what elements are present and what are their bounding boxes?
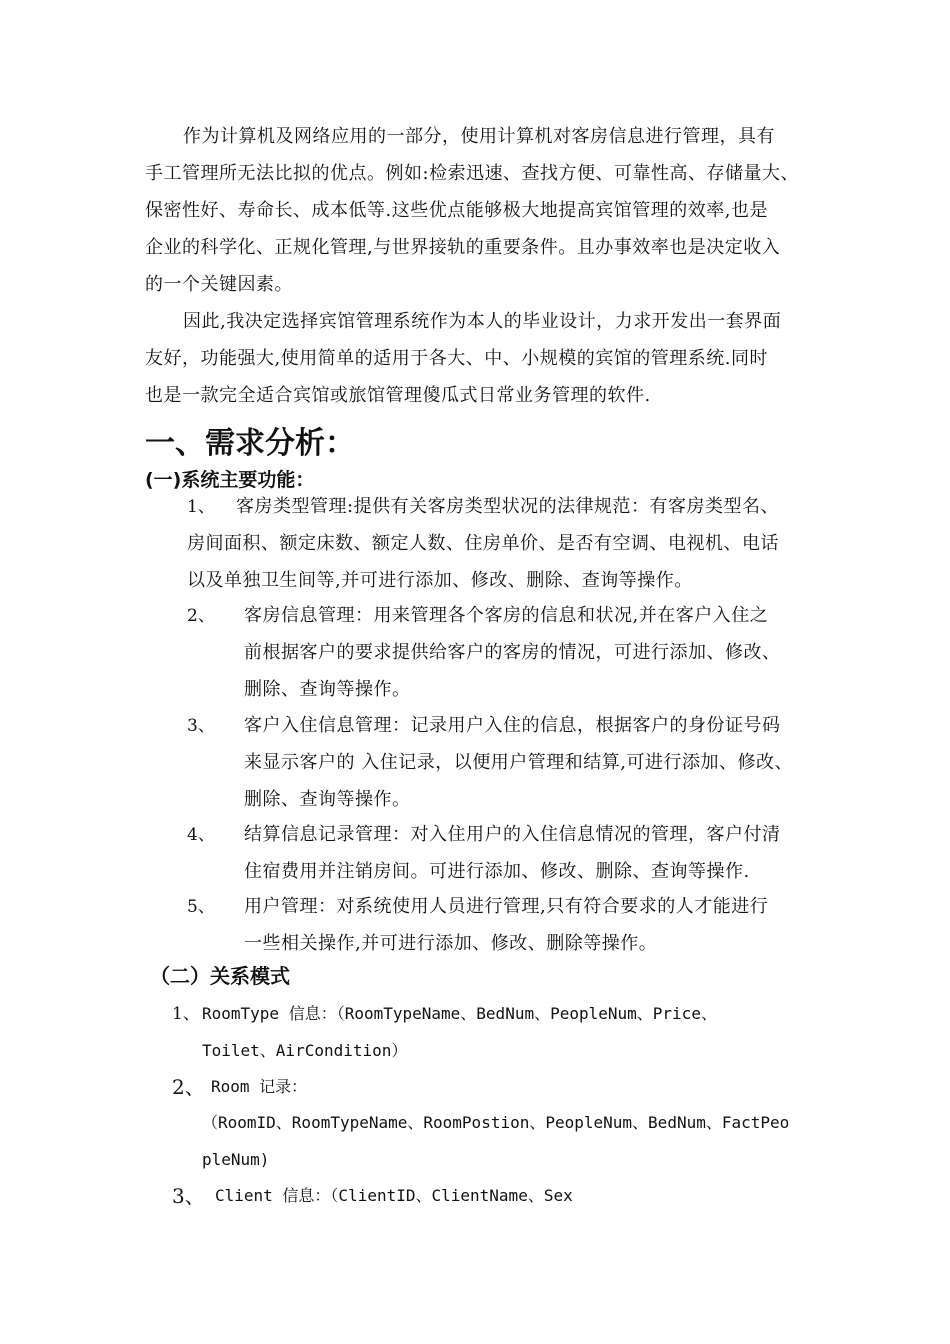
list-item-line: 用户管理：对系统使用人员进行管理,只有符合要求的人才能进行 xyxy=(244,896,769,917)
list-item-line: 删除、查询等操作。 xyxy=(244,679,411,700)
intro-line: 也是一款完全适合宾馆或旅馆管理傻瓜式日常业务管理的软件. xyxy=(145,385,651,406)
list-item-line: 以及单独卫生间等,并可进行添加、修改、删除、查询等操作。 xyxy=(187,570,693,591)
list-number: 1、 xyxy=(187,497,215,517)
list-number: 5、 xyxy=(187,897,215,917)
intro-line: 企业的科学化、正规化管理,与世界接轨的重要条件。且办事效率也是决定收入 xyxy=(145,237,781,258)
list-number: 2、 xyxy=(187,606,215,626)
list-number: 4、 xyxy=(187,825,215,845)
list-number: 2、 xyxy=(172,1075,205,1099)
list-item-line: 前根据客户的要求提供给客户的客房的情况，可进行添加、修改、 xyxy=(244,642,781,663)
list-item-line: RoomType 信息：（RoomTypeName、BedNum、PeopleNum、Price、 xyxy=(202,1004,717,1023)
list-number: 1、 xyxy=(172,1004,200,1024)
intro-line: 保密性好、寿命长、成本低等.这些优点能够极大地提高宾馆管理的效率,也是 xyxy=(145,200,768,221)
list-item-line: 结算信息记录管理：对入住用户的入住信息情况的管理，客户付清 xyxy=(244,824,781,845)
section-title-relational-schema: （二）关系模式 xyxy=(150,964,290,988)
list-item-line: 住宿费用并注销房间。可进行添加、修改、删除、查询等操作. xyxy=(244,861,750,882)
list-number: 3、 xyxy=(187,716,215,736)
intro-line: 的一个关键因素。 xyxy=(145,274,293,295)
list-item-line: 删除、查询等操作。 xyxy=(244,789,411,810)
list-item-line: Client 信息：（ClientID、ClientName、Sex xyxy=(215,1186,573,1205)
list-number: 3、 xyxy=(172,1184,205,1208)
list-item-line: Room 记录： xyxy=(211,1077,308,1096)
list-item-line: pleNum) xyxy=(202,1150,270,1169)
heading-requirements-analysis: 一、需求分析： xyxy=(145,426,355,461)
section-title-main-functions: (一)系统主要功能： xyxy=(145,469,315,491)
intro-line: 作为计算机及网络应用的一部分，使用计算机对客房信息进行管理，具有 xyxy=(183,126,775,147)
list-item-line: 客户入住信息管理：记录用户入住的信息，根据客户的身份证号码 xyxy=(244,715,781,736)
intro-line: 友好，功能强大,使用简单的适用于各大、中、小规模的宾馆的管理系统.同时 xyxy=(145,348,768,369)
intro-line: 手工管理所无法比拟的优点。例如:检索迅速、查找方便、可靠性高、存储量大、 xyxy=(145,163,800,184)
list-item-line: 客房信息管理：用来管理各个客房的信息和状况,并在客户入住之 xyxy=(244,605,769,626)
list-item-line: Toilet、AirCondition） xyxy=(202,1041,408,1060)
list-item-line: 一些相关操作,并可进行添加、修改、删除等操作。 xyxy=(244,933,658,954)
list-item-line: 来显示客户的 入住记录，以便用户管理和结算,可进行添加、修改、 xyxy=(244,752,793,773)
list-item-line: （RoomID、RoomTypeName、RoomPostion、PeopleNum、BedNum、FactPeo xyxy=(202,1113,790,1132)
list-item-line: 客房类型管理:提供有关客房类型状况的法律规范：有客房类型名、 xyxy=(236,496,780,517)
list-item-line: 房间面积、额定床数、额定人数、住房单价、是否有空调、电视机、电话 xyxy=(187,533,779,554)
intro-line: 因此,我决定选择宾馆管理系统作为本人的毕业设计，力求开发出一套界面 xyxy=(183,311,782,332)
